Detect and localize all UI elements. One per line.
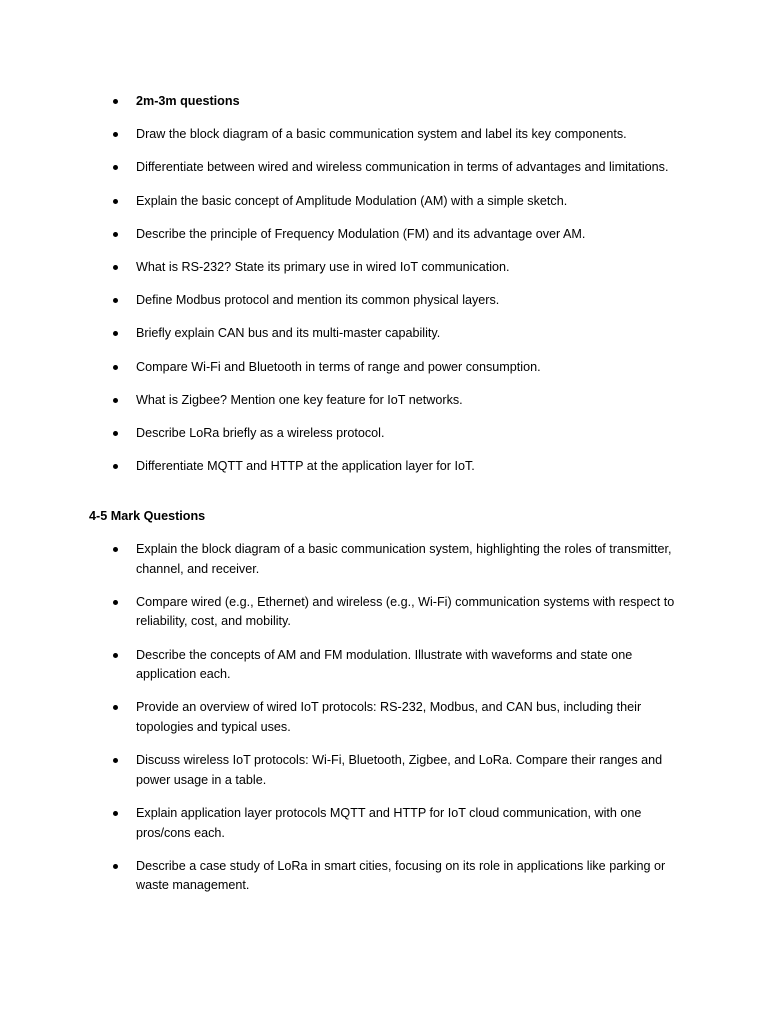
list-item [112,593,692,632]
section-2-heading: 4-5 Mark Questions [89,509,206,523]
list-item [112,457,692,477]
list-item [112,258,692,278]
question-text: Briefly explain CAN bus and its multi-master capability. [136,326,441,341]
list-item [112,291,692,311]
question-text: Compare Wi-Fi and Bluetooth in terms of range and power consumption. [136,359,541,374]
bullet-icon [113,653,118,658]
question-text: Discuss wireless IoT protocols: Wi-Fi, Bluetooth, Zigbee, and LoRa. Compare their ranges and power usage in a table. [136,753,663,787]
list-item [112,92,692,112]
list-item [112,225,692,245]
bullet-icon [113,464,118,469]
bullet-icon [113,758,118,763]
question-text: Differentiate between wired and wireless communication in terms of advantages and limitations. [136,160,669,175]
list-item [112,698,692,737]
list-item [112,751,692,790]
bullet-icon [113,547,118,552]
question-text: Explain the basic concept of Amplitude Modulation (AM) with a simple sketch. [136,193,568,208]
question-text: Explain the block diagram of a basic communication system, highlighting the roles of transmitter, channel, and receiver. [136,542,672,576]
question-text: What is Zigbee? Mention one key feature for IoT networks. [136,392,463,407]
bullet-icon [113,864,118,869]
question-text: Provide an overview of wired IoT protocols: RS-232, Modbus, and CAN bus, including their topologies and typical uses. [136,700,642,734]
list-item [112,540,692,579]
bullet-icon [113,199,118,204]
list-item [112,192,692,212]
short-questions-list [112,92,692,490]
bullet-icon [113,265,118,270]
question-text: Explain application layer protocols MQTT and HTTP for IoT cloud communication, with one pros/cons each. [136,805,642,840]
question-text: Draw the block diagram of a basic communication system and label its key components. [136,127,627,142]
bullet-icon [113,705,118,710]
list-item [112,804,692,843]
list-item [112,324,692,344]
question-text: Describe LoRa briefly as a wireless protocol. [136,425,385,440]
question-text: Describe the principle of Frequency Modulation (FM) and its advantage over AM. [136,226,586,241]
bullet-icon [113,298,118,303]
question-text: Compare wired (e.g., Ethernet) and wireless (e.g., Wi-Fi) communication systems with respect to reliability, cost, and mobility. [136,594,675,629]
bullet-icon [113,600,118,605]
bullet-icon [113,232,118,237]
list-item [112,158,692,178]
bullet-icon [113,365,118,370]
bullet-icon [113,99,118,104]
list-item [112,358,692,378]
question-text: What is RS-232? State its primary use in wired IoT communication. [136,259,510,274]
long-questions-list [112,540,692,909]
list-item [112,857,692,896]
question-text: Differentiate MQTT and HTTP at the application layer for IoT. [136,459,475,474]
list-item [112,646,692,685]
bullet-icon [113,331,118,336]
question-text: Describe a case study of LoRa in smart cities, focusing on its role in applications like parking or waste management. [136,858,666,893]
question-text: Describe the concepts of AM and FM modulation. Illustrate with waveforms and state one application each. [136,647,633,682]
bullet-icon [113,165,118,170]
list-item [112,391,692,411]
bullet-icon [113,431,118,436]
bullet-icon [113,811,118,816]
question-text: Define Modbus protocol and mention its common physical layers. [136,293,500,308]
list-item [112,424,692,444]
bullet-icon [113,398,118,403]
section-1-heading: 2m-3m questions [136,94,240,108]
list-item [112,125,692,145]
bullet-icon [113,132,118,137]
